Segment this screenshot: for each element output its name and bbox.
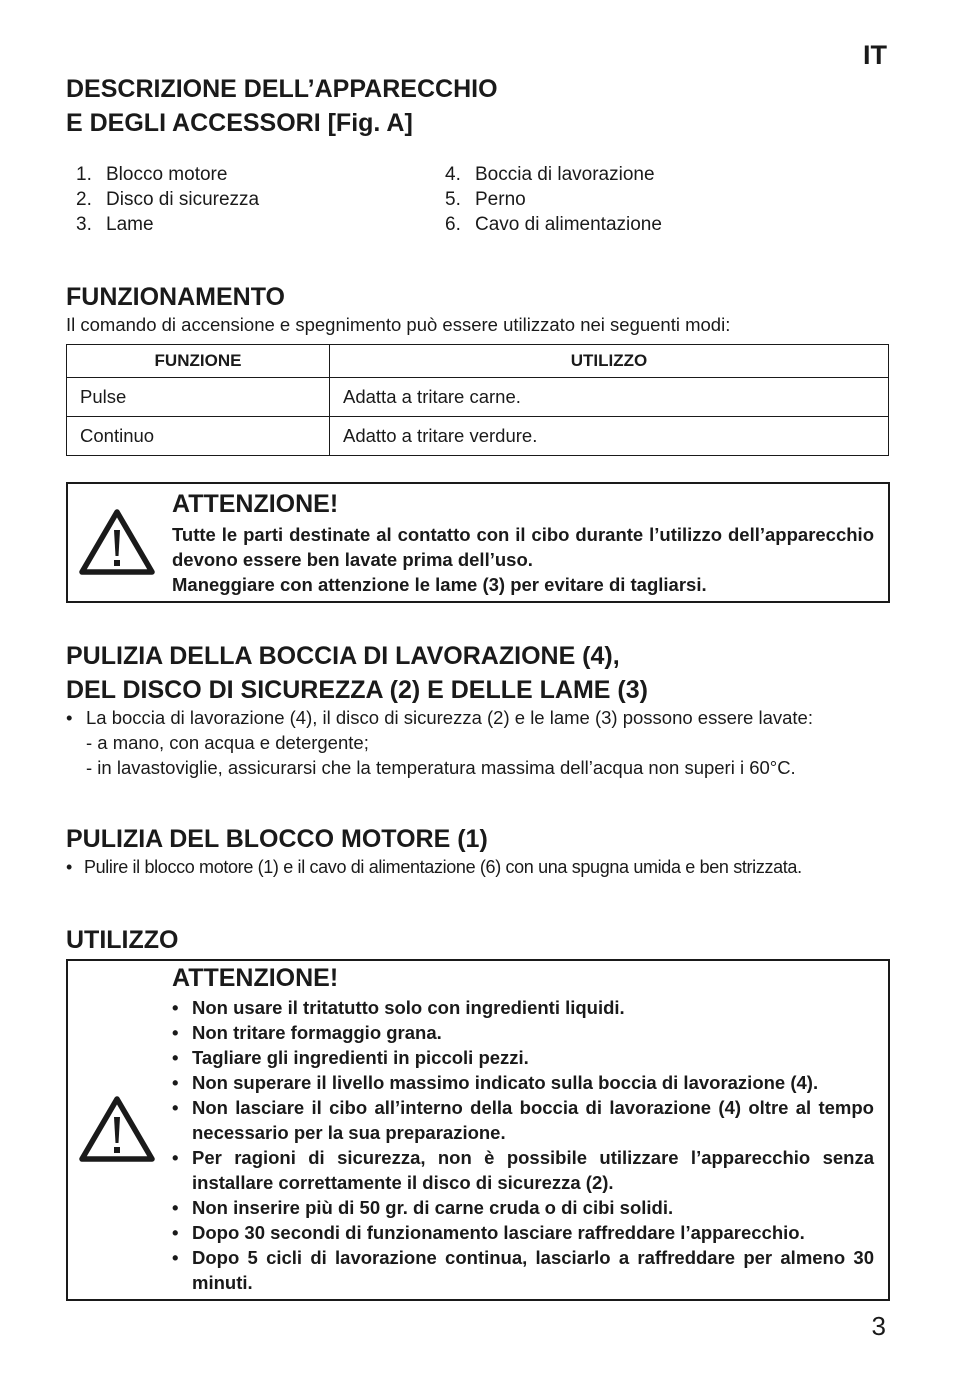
list-item: • Non usare il tritatutto solo con ingredienti liquidi. xyxy=(172,995,874,1020)
warning-list xyxy=(172,995,874,1295)
list-item: • Dopo 5 cicli di lavorazione continua, lasciarlo a raffreddare per almeno 30 minuti. xyxy=(172,1245,874,1295)
usage-title: UTILIZZO xyxy=(66,926,179,954)
item-number: 6. xyxy=(445,214,461,235)
warning-triangle-icon xyxy=(78,1095,156,1163)
item-label: Cavo di alimentazione xyxy=(475,214,662,235)
motor-cleaning-text: • Pulire il blocco motore (1) e il cavo di alimentazione (6) con una spugna umida e ben strizzata. xyxy=(66,855,906,880)
cleaning-title xyxy=(66,639,648,707)
item-label: Blocco motore xyxy=(106,164,228,185)
list-item xyxy=(76,187,259,212)
item-number: 3. xyxy=(76,214,92,235)
list-item: • La boccia di lavorazione (4), il disco di sicurezza (2) e le lame (3) possono essere lavate: xyxy=(66,705,896,730)
list-item: • Non superare il livello massimo indicato sulla boccia di lavorazione (4). xyxy=(172,1070,874,1095)
cleaning-title-line1: PULIZIA DELLA BOCCIA DI LAVORAZIONE (4), xyxy=(66,642,620,670)
item-number: 2. xyxy=(76,189,92,210)
warning-box-usage xyxy=(66,959,890,1301)
warning-box-hygiene xyxy=(66,482,890,603)
table-row xyxy=(67,378,889,417)
cleaning-instructions xyxy=(66,705,896,780)
function-table xyxy=(66,344,889,456)
language-code: IT xyxy=(863,40,887,70)
operation-title: FUNZIONAMENTO xyxy=(66,283,285,311)
list-item xyxy=(445,162,662,187)
item-label: Disco di sicurezza xyxy=(106,189,260,210)
list-item: • Non tritare formaggio grana. xyxy=(172,1020,874,1045)
table-cell: Adatto a tritare verdure. xyxy=(330,417,889,456)
warning-line: Tutte le parti destinate al contatto con il cibo durante l’utilizzo dell’apparecchio devono essere ben lavate prima dell’uso. xyxy=(172,524,874,570)
table-cell: Adatta a tritare carne. xyxy=(330,378,889,417)
list-item: • Per ragioni di sicurezza, non è possibile utilizzare l’apparecchio senza installare correttamente il disco di sicurezza (2). xyxy=(172,1145,874,1195)
description-title-line2: E DEGLI ACCESSORI [Fig. A] xyxy=(66,109,413,137)
list-item: • Dopo 30 secondi di funzionamento lasciare raffreddare l’apparecchio. xyxy=(172,1220,874,1245)
list-item: • Non lasciare il cibo all’interno della boccia di lavorazione (4) oltre al tempo necessario per la sua preparazione. xyxy=(172,1095,874,1145)
cleaning-title-line2: DEL DISCO DI SICUREZZA (2) E DELLE LAME (3) xyxy=(66,676,648,704)
description-title-line1: DESCRIZIONE DELL’APPARECCHIO xyxy=(66,75,498,103)
warning-title: ATTENZIONE! xyxy=(172,964,339,992)
list-item: • Non inserire più di 50 gr. di carne cruda o di cibi solidi. xyxy=(172,1195,874,1220)
list-item xyxy=(445,187,662,212)
item-label: Lame xyxy=(106,214,154,235)
table-header-row xyxy=(67,345,889,378)
list-item xyxy=(76,212,259,237)
warning-line: Maneggiare con attenzione le lame (3) per evitare di tagliarsi. xyxy=(172,574,707,595)
list-item: - in lavastoviglie, assicurarsi che la temperatura massima dell’acqua non superi i 60°C. xyxy=(86,757,796,778)
item-label: Perno xyxy=(475,189,526,210)
item-number: 4. xyxy=(445,164,461,185)
list-item xyxy=(76,162,259,187)
motor-cleaning-title: PULIZIA DEL BLOCCO MOTORE (1) xyxy=(66,825,488,853)
table-cell: Pulse xyxy=(67,378,330,417)
parts-column-1 xyxy=(76,162,259,237)
item-number: 5. xyxy=(445,189,461,210)
table-header-usage: UTILIZZO xyxy=(330,345,889,378)
table-row xyxy=(67,417,889,456)
item-number: 1. xyxy=(76,164,92,185)
description-title xyxy=(66,72,498,140)
item-label: Boccia di lavorazione xyxy=(475,164,655,185)
warning-title: ATTENZIONE! xyxy=(172,490,339,518)
list-item xyxy=(445,212,662,237)
page-number: 3 xyxy=(871,1311,886,1341)
warning-text xyxy=(172,522,874,597)
table-header-function: FUNZIONE xyxy=(67,345,330,378)
parts-column-2 xyxy=(445,162,662,237)
table-cell: Continuo xyxy=(67,417,330,456)
warning-triangle-icon xyxy=(78,508,156,576)
list-item: - a mano, con acqua e detergente; xyxy=(86,732,369,753)
operation-intro: Il comando di accensione e spegnimento può essere utilizzato nei seguenti modi: xyxy=(66,314,731,335)
list-item: • Tagliare gli ingredienti in piccoli pezzi. xyxy=(172,1045,874,1070)
